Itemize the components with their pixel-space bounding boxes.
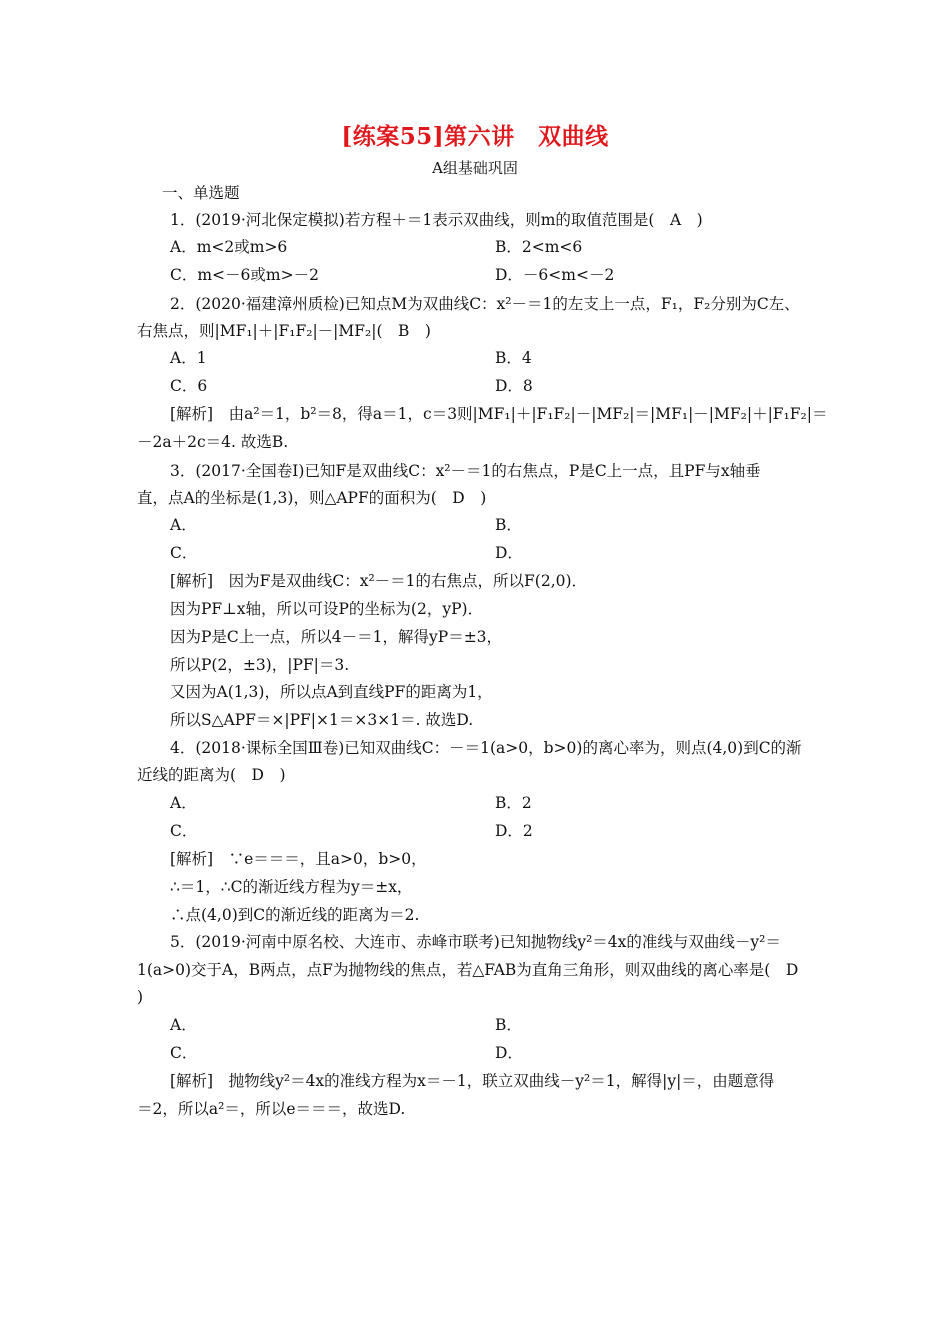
question-3-option-c: C． [170,544,198,562]
question-4-option-a: A． [170,794,197,812]
question-4-analysis-line-3: ∴点(4,0)到C的渐近线的距离为＝2. [170,906,420,924]
question-4-stem-line-2: 近线的距离为( D ) [137,766,286,784]
question-5-analysis-line-1: [解析] 抛物线y²＝4x的准线方程为x＝－1，联立双曲线－y²＝1，解得|y|＝，由题意得 [170,1072,775,1090]
question-2-stem-line-2: 右焦点，则|MF₁|＋|F₁F₂|－|MF₂|( B ) [137,322,431,340]
question-4-analysis-line-2: ∴＝1，∴C的渐近线方程为y＝±x， [170,878,413,896]
question-3-analysis-line-5: 又因为A(1,3)，所以点A到直线PF的距离为1， [170,683,493,701]
question-3-analysis-line-4: 所以P(2，±3)，|PF|＝3. [170,656,350,674]
question-5-analysis-line-2: ＝2，所以a²＝，所以e＝＝＝，故选D. [137,1100,406,1118]
question-3-option-b: B． [495,516,522,534]
question-3-stem-line-1: 3．(2017·全国卷Ⅰ)已知F是双曲线C：x²－＝1的右焦点，P是C上一点，且PF与x轴垂 [170,462,761,480]
page-subtitle: A组基础巩固 [432,159,518,177]
question-4-option-c: C． [170,822,198,840]
question-5-option-d: D． [495,1044,523,1062]
section-heading: 一、单选题 [162,184,240,202]
question-5-stem-line-3: ) [137,988,144,1006]
question-1-option-c: C．m<－6或m>－2 [170,266,319,284]
question-2-option-d: D．8 [495,377,533,395]
question-2-option-b: B．4 [495,349,532,367]
question-2-option-a: A．1 [170,349,207,367]
question-3-analysis-line-2: 因为PF⊥x轴，所以可设P的坐标为(2，yP)． [170,600,484,618]
question-2-option-c: C．6 [170,377,208,395]
question-4-option-b: B．2 [495,794,532,812]
question-2-stem-line-1: 2．(2020·福建漳州质检)已知点M为双曲线C：x²－＝1的左支上一点，F₁，F₂分别为C左、 [170,295,800,313]
question-1-option-d: D．－6<m<－2 [495,266,615,284]
question-2-analysis-line-1: [解析] 由a²＝1，b²＝8，得a＝1，c＝3则|MF₁|＋|F₁F₂|－|MF₂|＝|MF₁|－|MF₂|＋|F₁F₂|＝ [170,405,828,423]
question-5-option-a: A． [170,1016,197,1034]
question-4-stem-line-1: 4．(2018·课标全国Ⅲ卷)已知双曲线C：－＝1(a>0，b>0)的离心率为，则点(4,0)到C的渐 [170,739,802,757]
question-3-analysis-line-3: 因为P是C上一点，所以4－＝1，解得yP＝±3， [170,628,503,646]
question-3-option-a: A． [170,516,197,534]
question-5-option-c: C． [170,1044,198,1062]
question-1-option-b: B．2<m<6 [495,238,583,256]
question-4-option-d: D．2 [495,822,533,840]
question-1-stem: 1．(2019·河北保定模拟)若方程＋＝1表示双曲线，则m的取值范围是( A ) [170,211,703,229]
question-5-stem-line-1: 5．(2019·河南中原名校、大连市、赤峰市联考)已知抛物线y²＝4x的准线与双曲线－y²＝ [170,933,781,951]
question-1-option-a: A．m<2或m>6 [170,238,288,256]
question-3-option-d: D． [495,544,523,562]
question-3-analysis-line-1: [解析] 因为F是双曲线C：x²－＝1的右焦点，所以F(2,0)． [170,572,588,590]
question-2-analysis-line-2: －2a＋2c＝4. 故选B. [137,433,289,451]
page-title: [练案55]第六讲 双曲线 [341,123,609,150]
question-3-stem-line-2: 直，点A的坐标是(1,3)，则△APF的面积为( D ) [137,489,487,507]
question-3-analysis-line-6: 所以S△APF＝×|PF|×1＝×3×1＝. 故选D. [170,711,474,729]
question-5-option-b: B． [495,1016,522,1034]
question-4-analysis-line-1: [解析] ∵e＝＝＝，且a>0，b>0， [170,850,427,868]
question-5-stem-line-2: 1(a>0)交于A，B两点，点F为抛物线的焦点，若△FAB为直角三角形，则双曲线的离心率是( D [137,961,799,979]
